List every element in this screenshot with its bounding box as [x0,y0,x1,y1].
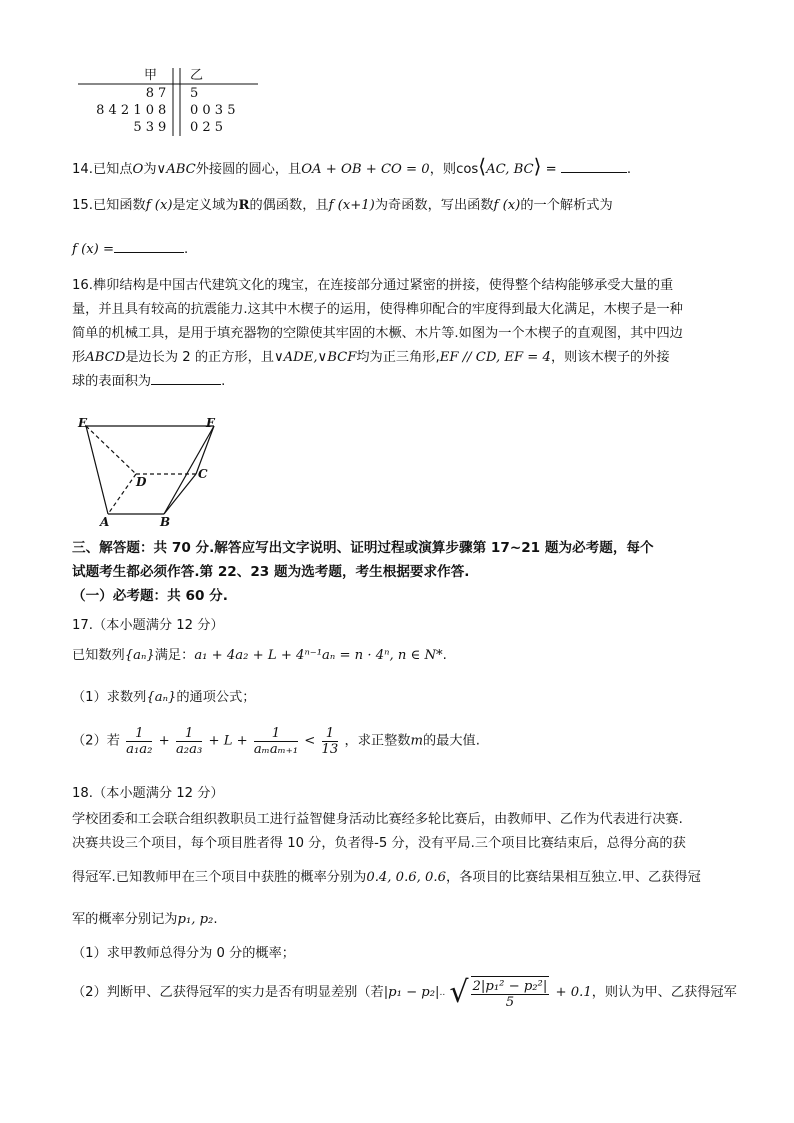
question-15-answer-line: f (x) = . [72,238,188,260]
section-3-header: 三、解答题：共 70 分.解答应写出文字说明、证明过程或演算步骤第 17~21 题为必考题，每个 试题考生都必须作答.第 22、23 题为选考题，考生根据要求作答. （一）必考题：共 60 分. [72,540,654,604]
question-18-title: 18.（本小题满分 12 分） [72,786,224,801]
sqrt-expression: √ $\frac{\text{2|p₁² − p₂²|}}{5}$ [449,975,548,1010]
question-16: 16.榫卯结构是中国古代建筑文化的瑰宝，在连接部分通过紧密的拼接，使得整个结构能够承受大量的重 量，并且具有较高的抗震能力.这其中木楔子的运用，使得榫卯配合的牢度得到最大化满足，木楔子是一种 简单的机械工具，是用于填充器物的空隙使其牢固的木橛、木片等.如图为一个木楔子的直观图，其中四边 形ABCD是边长为 2 的正方形，且∨ADE,∨BCF均为正三角形,EF // CD, EF = 4，则该木楔子的外接 球的表面积为 . [72,278,683,389]
question-17-title: 17.（本小题满分 12 分） [72,618,224,633]
label-A: A [100,515,110,528]
question-18-stem: 学校团委和工会联合组织教职员工进行益智健身活动比赛经多轮比赛后，由教师甲、乙作为代表进行决赛. 决赛共设三个项目，每个项目胜者得 10 分，负者得-5 分，没有平局.三个项目比赛结束后，总得分高的获 [72,812,686,851]
stem-leaf-row-right: 5 [190,86,199,101]
fraction: $\frac{1}{\text{aₘaₘ₊₁}}$ [253,726,299,757]
question-18-stem-line3: 得冠军.已知教师甲在三个项目中获胜的概率分别为0.4, 0.6, 0.6，各项目的比赛结果相互独立.甲、乙获得冠 [72,870,701,885]
label-E: E [78,416,88,430]
question-18-part-1: （1）求甲教师总得分为 0 分的概率； [72,946,295,961]
stem-leaf-row-right: 0 2 5 [190,120,224,135]
question-17-part-1: （1）求数列{aₙ}的通项公式； [72,690,256,705]
wedge-diagram [76,416,226,528]
vector-pair: AC, BC [486,162,534,177]
stem-leaf-row-stem: 7 [158,86,167,101]
label-C: C [198,467,208,481]
vector-equation: OA + OB + CO = 0 [301,162,430,177]
answer-blank[interactable] [114,238,184,253]
stem-leaf-row-left: 8 [145,86,154,101]
question-18-stem-line4: 军的概率分别记为p₁, p₂. [72,912,218,927]
stem-leaf-row-stem: 8 [158,103,167,118]
label-B: B [160,515,171,528]
stem-leaf-header-left: 甲 [144,68,158,83]
question-18-part-2: （2）判断甲、乙获得冠军的实力是否有明显差别（若|p₁ − p₂|.. √ $\frac{\text{2|p₁² − p₂²|}}{5}$ + 0.1，则认为甲、乙获得冠军 [72,975,737,1010]
stem-leaf-row-left: 8 4 2 1 0 [96,103,154,118]
question-17-part-2: （2）若 $\frac{1}{\text{a₁a₂}}$ + $\frac{1}{\text{a₂a₃}}$ + L + $\frac{1}{\text{aₘaₘ₊₁}}$ < $\frac{1}{13}$ ，求正整数m的最大值. [72,726,480,757]
fraction: $\frac{1}{\text{a₁a₂}}$ [126,726,153,757]
stem-leaf-row-right: 0 0 3 5 [190,103,236,118]
question-15: 15.已知函数f (x)是定义域为R的偶函数，且f (x+1)为奇函数，写出函数f (x)的一个解析式为 [72,198,613,213]
stem-leaf-header-right: 乙 [190,68,204,83]
question-14: 14.已知点O为∨ABC外接圆的圆心，且OA + OB + CO = 0，则cos⟨AC, BC⟩ = . [72,154,632,178]
stem-leaf-row-left: 5 3 [133,120,154,135]
stem-leaf-table [72,66,262,138]
label-D: D [136,475,147,489]
question-17-stem: 已知数列{aₙ}满足：a₁ + 4a₂ + L + 4ⁿ⁻¹aₙ = n · 4ⁿ, n ∈ N*. [72,648,447,663]
answer-blank[interactable] [151,370,221,385]
answer-blank[interactable] [561,158,627,173]
label-F: F [206,416,215,430]
stem-leaf-row-stem: 9 [158,120,167,135]
fraction: $\frac{1}{13}$ [321,726,339,757]
stem-leaf-lines [72,66,262,138]
fraction: $\frac{1}{\text{a₂a₃}}$ [175,726,203,757]
